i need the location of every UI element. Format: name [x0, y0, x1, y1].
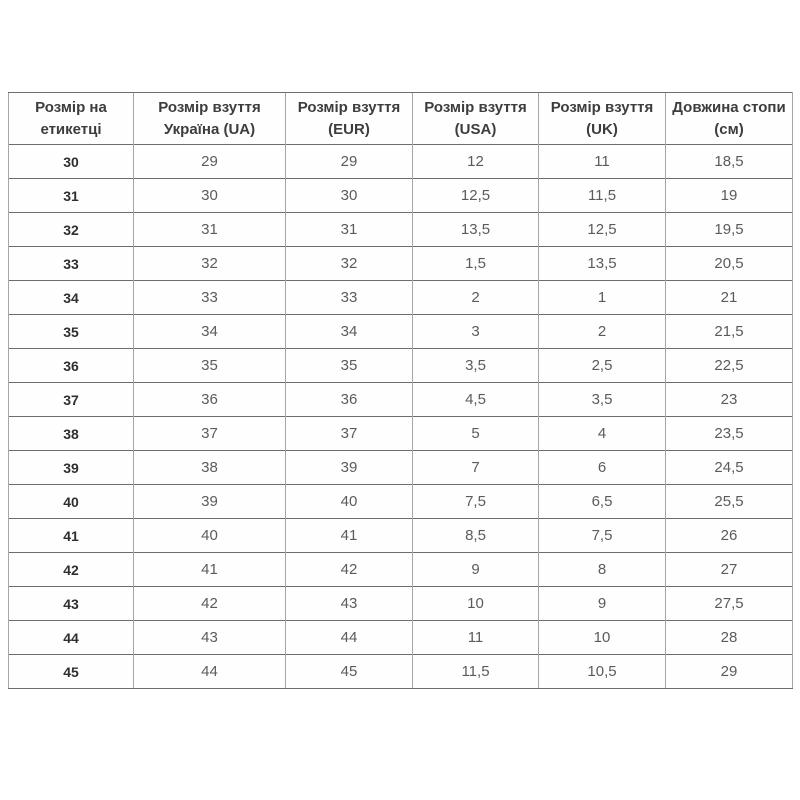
- size-value-cell: 40: [134, 519, 286, 553]
- label-size-cell: 31: [9, 179, 134, 213]
- size-value-cell: 35: [134, 349, 286, 383]
- size-value-cell: 31: [286, 213, 413, 247]
- label-size-cell: 33: [9, 247, 134, 281]
- size-value-cell: 30: [134, 179, 286, 213]
- size-value-cell: 9: [539, 587, 666, 621]
- size-value-cell: 42: [286, 553, 413, 587]
- table-row: [9, 417, 793, 451]
- size-value-cell: 35: [286, 349, 413, 383]
- label-size-cell: 43: [9, 587, 134, 621]
- size-value-cell: 45: [286, 655, 413, 689]
- column-header: Розмір взуття (EUR): [286, 93, 413, 145]
- size-value-cell: 1: [539, 281, 666, 315]
- size-value-cell: 7: [413, 451, 539, 485]
- size-value-cell: 4: [539, 417, 666, 451]
- size-value-cell: 32: [134, 247, 286, 281]
- size-value-cell: 29: [286, 145, 413, 179]
- size-value-cell: 11: [539, 145, 666, 179]
- table-row: [9, 655, 793, 689]
- size-value-cell: 33: [134, 281, 286, 315]
- shoe-size-conversion-table: [8, 92, 793, 689]
- label-size-cell: 32: [9, 213, 134, 247]
- size-value-cell: 22,5: [666, 349, 793, 383]
- column-header: Розмір взуття (UK): [539, 93, 666, 145]
- size-value-cell: 6,5: [539, 485, 666, 519]
- size-value-cell: 23: [666, 383, 793, 417]
- size-value-cell: 10: [413, 587, 539, 621]
- size-value-cell: 5: [413, 417, 539, 451]
- size-value-cell: 13,5: [413, 213, 539, 247]
- size-value-cell: 1,5: [413, 247, 539, 281]
- size-value-cell: 9: [413, 553, 539, 587]
- size-value-cell: 27,5: [666, 587, 793, 621]
- size-value-cell: 31: [134, 213, 286, 247]
- table-row: [9, 247, 793, 281]
- size-value-cell: 37: [134, 417, 286, 451]
- size-value-cell: 12,5: [413, 179, 539, 213]
- size-value-cell: 21: [666, 281, 793, 315]
- size-value-cell: 10: [539, 621, 666, 655]
- size-value-cell: 8,5: [413, 519, 539, 553]
- size-value-cell: 11,5: [413, 655, 539, 689]
- size-value-cell: 4,5: [413, 383, 539, 417]
- size-value-cell: 20,5: [666, 247, 793, 281]
- size-value-cell: 11,5: [539, 179, 666, 213]
- size-value-cell: 12: [413, 145, 539, 179]
- size-value-cell: 40: [286, 485, 413, 519]
- size-value-cell: 34: [286, 315, 413, 349]
- table-row: [9, 553, 793, 587]
- label-size-cell: 45: [9, 655, 134, 689]
- table-row: [9, 621, 793, 655]
- header-row: [9, 93, 793, 145]
- size-value-cell: 18,5: [666, 145, 793, 179]
- table-row: [9, 213, 793, 247]
- size-value-cell: 3,5: [413, 349, 539, 383]
- size-value-cell: 44: [134, 655, 286, 689]
- size-value-cell: 33: [286, 281, 413, 315]
- size-value-cell: 25,5: [666, 485, 793, 519]
- size-value-cell: 36: [286, 383, 413, 417]
- label-size-cell: 37: [9, 383, 134, 417]
- size-value-cell: 19: [666, 179, 793, 213]
- size-value-cell: 30: [286, 179, 413, 213]
- table-row: [9, 485, 793, 519]
- table-row: [9, 315, 793, 349]
- size-value-cell: 2,5: [539, 349, 666, 383]
- column-header: Розмір взуття Україна (UA): [134, 93, 286, 145]
- table-row: [9, 349, 793, 383]
- label-size-cell: 34: [9, 281, 134, 315]
- size-value-cell: 23,5: [666, 417, 793, 451]
- label-size-cell: 41: [9, 519, 134, 553]
- size-value-cell: 8: [539, 553, 666, 587]
- label-size-cell: 40: [9, 485, 134, 519]
- size-value-cell: 29: [666, 655, 793, 689]
- table-row: [9, 587, 793, 621]
- size-value-cell: 36: [134, 383, 286, 417]
- size-value-cell: 29: [134, 145, 286, 179]
- size-value-cell: 28: [666, 621, 793, 655]
- size-value-cell: 6: [539, 451, 666, 485]
- size-value-cell: 43: [134, 621, 286, 655]
- size-value-cell: 44: [286, 621, 413, 655]
- size-value-cell: 3: [413, 315, 539, 349]
- table-row: [9, 281, 793, 315]
- table-row: [9, 179, 793, 213]
- size-value-cell: 32: [286, 247, 413, 281]
- size-value-cell: 39: [134, 485, 286, 519]
- label-size-cell: 39: [9, 451, 134, 485]
- table-row: [9, 145, 793, 179]
- size-value-cell: 34: [134, 315, 286, 349]
- size-value-cell: 13,5: [539, 247, 666, 281]
- size-value-cell: 39: [286, 451, 413, 485]
- table-row: [9, 383, 793, 417]
- size-value-cell: 10,5: [539, 655, 666, 689]
- size-value-cell: 43: [286, 587, 413, 621]
- size-value-cell: 37: [286, 417, 413, 451]
- label-size-cell: 36: [9, 349, 134, 383]
- size-value-cell: 41: [286, 519, 413, 553]
- size-value-cell: 38: [134, 451, 286, 485]
- table-row: [9, 451, 793, 485]
- size-value-cell: 24,5: [666, 451, 793, 485]
- table-body: [9, 145, 793, 689]
- label-size-cell: 42: [9, 553, 134, 587]
- size-value-cell: 42: [134, 587, 286, 621]
- table-header: [9, 93, 793, 145]
- size-value-cell: 19,5: [666, 213, 793, 247]
- size-value-cell: 26: [666, 519, 793, 553]
- column-header: Розмір на етикетці: [9, 93, 134, 145]
- size-value-cell: 2: [539, 315, 666, 349]
- size-value-cell: 3,5: [539, 383, 666, 417]
- label-size-cell: 30: [9, 145, 134, 179]
- size-value-cell: 27: [666, 553, 793, 587]
- label-size-cell: 35: [9, 315, 134, 349]
- label-size-cell: 38: [9, 417, 134, 451]
- size-value-cell: 7,5: [413, 485, 539, 519]
- size-value-cell: 2: [413, 281, 539, 315]
- size-value-cell: 7,5: [539, 519, 666, 553]
- size-value-cell: 41: [134, 553, 286, 587]
- size-value-cell: 12,5: [539, 213, 666, 247]
- column-header: Розмір взуття (USA): [413, 93, 539, 145]
- column-header: Довжина стопи (см): [666, 93, 793, 145]
- size-value-cell: 11: [413, 621, 539, 655]
- label-size-cell: 44: [9, 621, 134, 655]
- size-value-cell: 21,5: [666, 315, 793, 349]
- table-row: [9, 519, 793, 553]
